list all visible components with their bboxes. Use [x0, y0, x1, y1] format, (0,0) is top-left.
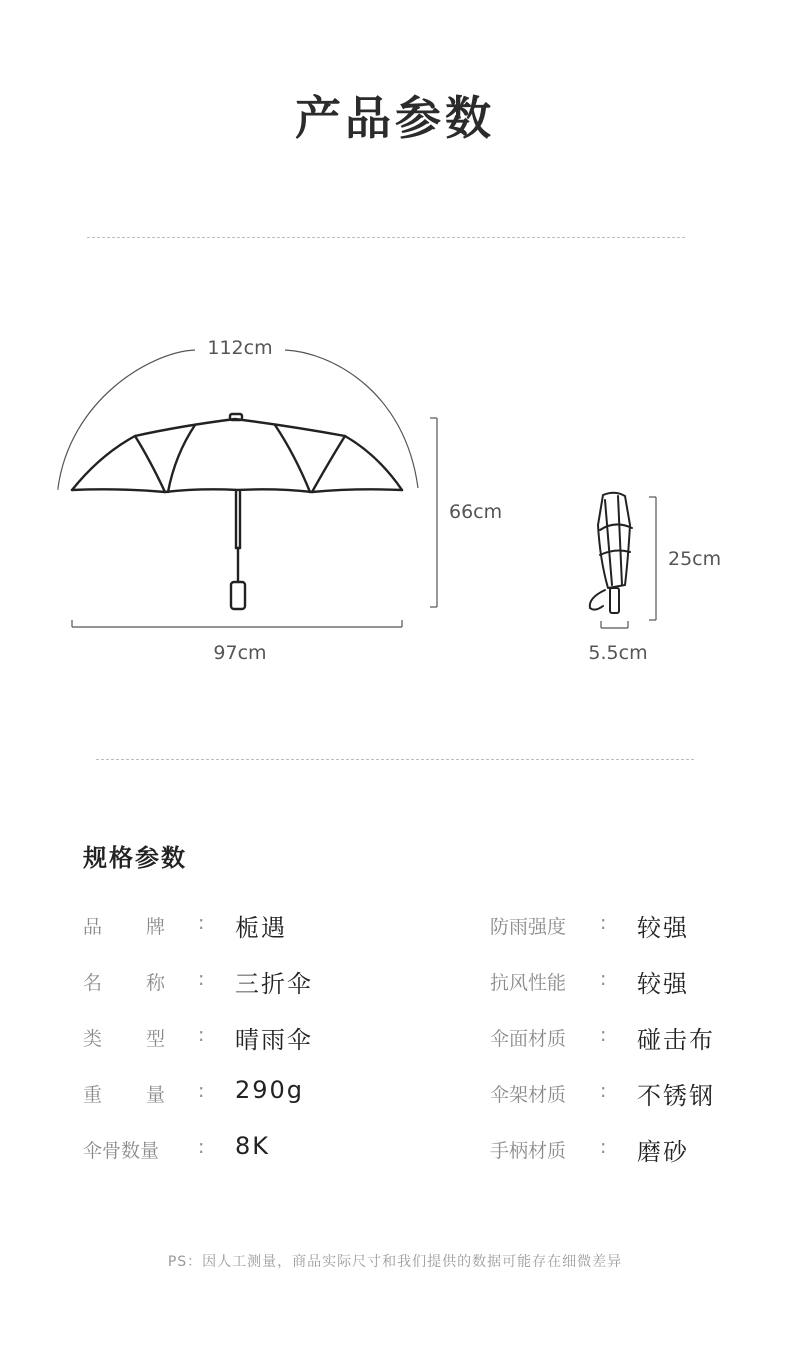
spec-value-brand: 栀遇 — [235, 914, 287, 942]
folded-height-bracket — [649, 497, 656, 620]
divider-top — [87, 237, 685, 238]
open-height-label: 66cm — [449, 501, 503, 523]
spec-colon: : — [198, 912, 205, 934]
spec-value-frame-material: 不锈钢 — [637, 1082, 715, 1110]
spec-label-rain-resistance: 防雨强度 — [490, 916, 567, 938]
spec-value-type: 晴雨伞 — [235, 1026, 313, 1054]
spec-value-ribs: 8K — [235, 1132, 271, 1160]
page-title: 产品参数 — [295, 91, 495, 145]
open-umbrella-icon — [72, 414, 402, 609]
umbrella-dimension-diagram — [0, 300, 790, 680]
spec-colon: : — [198, 1080, 205, 1102]
spec-label-handle-material: 手柄材质 — [490, 1140, 567, 1162]
folded-width-bracket — [601, 621, 628, 628]
spec-label-wind-resistance: 抗风性能 — [490, 972, 567, 994]
spec-colon: : — [600, 1080, 607, 1102]
spec-value-weight: 290g — [235, 1076, 305, 1104]
spec-colon: : — [198, 968, 205, 990]
spec-value-rain-resistance: 较强 — [637, 914, 689, 942]
spec-value-wind-resistance: 较强 — [637, 970, 689, 998]
spec-colon: : — [198, 1024, 205, 1046]
specs-heading: 规格参数 — [83, 844, 187, 872]
spec-colon: : — [600, 912, 607, 934]
spec-colon: : — [600, 1024, 607, 1046]
open-width-bracket — [72, 620, 402, 627]
spec-label-frame-material: 伞架材质 — [490, 1084, 567, 1106]
spec-colon: : — [600, 1136, 607, 1158]
spec-colon: : — [198, 1136, 205, 1158]
arc-measure-line-right — [285, 350, 418, 488]
spec-label-ribs: 伞骨数量 — [83, 1140, 160, 1162]
divider-middle — [96, 759, 694, 760]
spec-colon: : — [600, 968, 607, 990]
folded-width-label: 5.5cm — [588, 642, 648, 664]
spec-value-canopy-material: 碰击布 — [637, 1026, 715, 1054]
open-width-label: 97cm — [213, 642, 267, 664]
spec-label-canopy-material: 伞面材质 — [490, 1028, 567, 1050]
measurement-disclaimer: PS：因人工测量，商品实际尺寸和我们提供的数据可能存在细微差异 — [167, 1254, 623, 1270]
spec-value-name: 三折伞 — [235, 970, 313, 998]
folded-height-label: 25cm — [668, 548, 722, 570]
open-height-bracket — [430, 418, 437, 607]
spec-label-name: 名 称 — [83, 972, 165, 994]
spec-label-brand: 品 牌 — [83, 916, 165, 938]
arc-dimension-label: 112cm — [207, 337, 273, 359]
spec-label-weight: 重 量 — [83, 1084, 165, 1106]
spec-value-handle-material: 磨砂 — [637, 1138, 689, 1166]
folded-umbrella-icon — [590, 493, 632, 613]
spec-label-type: 类 型 — [83, 1028, 165, 1050]
